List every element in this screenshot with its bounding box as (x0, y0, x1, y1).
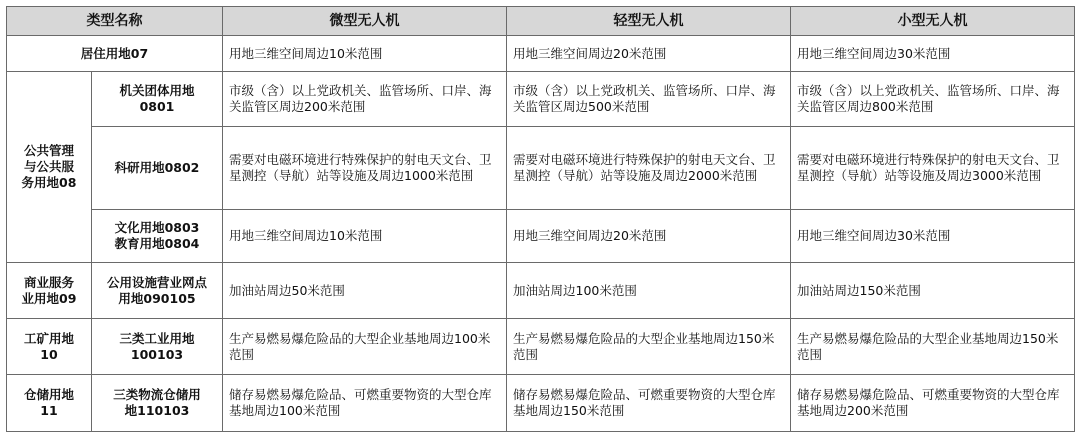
cell-industrial-small: 生产易燃易爆危险品的大型企业基地周边150米范围 (791, 319, 1075, 375)
header-small-drone: 小型无人机 (791, 7, 1075, 36)
cell-agency-micro: 市级（含）以上党政机关、监管场所、口岸、海关监管区周边200米范围 (223, 72, 507, 127)
cell-residential-light: 用地三维空间周边20米范围 (507, 36, 791, 72)
subcategory-commercial: 公用设施营业网点 用地090105 (92, 263, 223, 319)
drone-restriction-table (6, 6, 1075, 432)
category-public: 公共管理 与公共服 务用地08 (7, 72, 92, 263)
cell-storage-micro: 储存易燃易爆危险品、可燃重要物资的大型仓库基地周边100米范围 (223, 375, 507, 432)
subcategory-agency: 机关团体用地 0801 (92, 72, 223, 127)
cell-residential-micro: 用地三维空间周边10米范围 (223, 36, 507, 72)
category-commercial: 商业服务 业用地09 (7, 263, 92, 319)
cell-commercial-micro: 加油站周边50米范围 (223, 263, 507, 319)
header-type-name: 类型名称 (7, 7, 223, 36)
restriction-table-container (6, 6, 1074, 432)
cell-industrial-micro: 生产易燃易爆危险品的大型企业基地周边100米范围 (223, 319, 507, 375)
cell-industrial-light: 生产易燃易爆危险品的大型企业基地周边150米范围 (507, 319, 791, 375)
cell-agency-light: 市级（含）以上党政机关、监管场所、口岸、海关监管区周边500米范围 (507, 72, 791, 127)
header-light-drone: 轻型无人机 (507, 7, 791, 36)
subcategory-industrial: 三类工业用地 100103 (92, 319, 223, 375)
cell-culture-light: 用地三维空间周边20米范围 (507, 210, 791, 263)
header-micro-drone: 微型无人机 (223, 7, 507, 36)
cell-residential-small: 用地三维空间周边30米范围 (791, 36, 1075, 72)
table-row-culture (7, 210, 1075, 263)
table-row-industrial (7, 319, 1075, 375)
category-storage: 仓储用地 11 (7, 375, 92, 432)
cell-research-micro: 需要对电磁环境进行特殊保护的射电天文台、卫星测控（导航）站等设施及周边1000米范围 (223, 127, 507, 210)
table-row-commercial (7, 263, 1075, 319)
subcategory-research: 科研用地0802 (92, 127, 223, 210)
header-row (7, 7, 1075, 36)
table-row-residential (7, 36, 1075, 72)
cell-storage-light: 储存易燃易爆危险品、可燃重要物资的大型仓库基地周边150米范围 (507, 375, 791, 432)
category-industrial: 工矿用地 10 (7, 319, 92, 375)
cell-agency-small: 市级（含）以上党政机关、监管场所、口岸、海关监管区周边800米范围 (791, 72, 1075, 127)
category-residential: 居住用地07 (7, 36, 223, 72)
cell-culture-micro: 用地三维空间周边10米范围 (223, 210, 507, 263)
table-row-storage (7, 375, 1075, 432)
cell-research-small: 需要对电磁环境进行特殊保护的射电天文台、卫星测控（导航）站等设施及周边3000米范围 (791, 127, 1075, 210)
cell-storage-small: 储存易燃易爆危险品、可燃重要物资的大型仓库基地周边200米范围 (791, 375, 1075, 432)
cell-culture-small: 用地三维空间周边30米范围 (791, 210, 1075, 263)
table-row-agency (7, 72, 1075, 127)
cell-commercial-small: 加油站周边150米范围 (791, 263, 1075, 319)
cell-research-light: 需要对电磁环境进行特殊保护的射电天文台、卫星测控（导航）站等设施及周边2000米范围 (507, 127, 791, 210)
cell-commercial-light: 加油站周边100米范围 (507, 263, 791, 319)
subcategory-culture: 文化用地0803 教育用地0804 (92, 210, 223, 263)
subcategory-storage: 三类物流仓储用 地110103 (92, 375, 223, 432)
table-row-research (7, 127, 1075, 210)
